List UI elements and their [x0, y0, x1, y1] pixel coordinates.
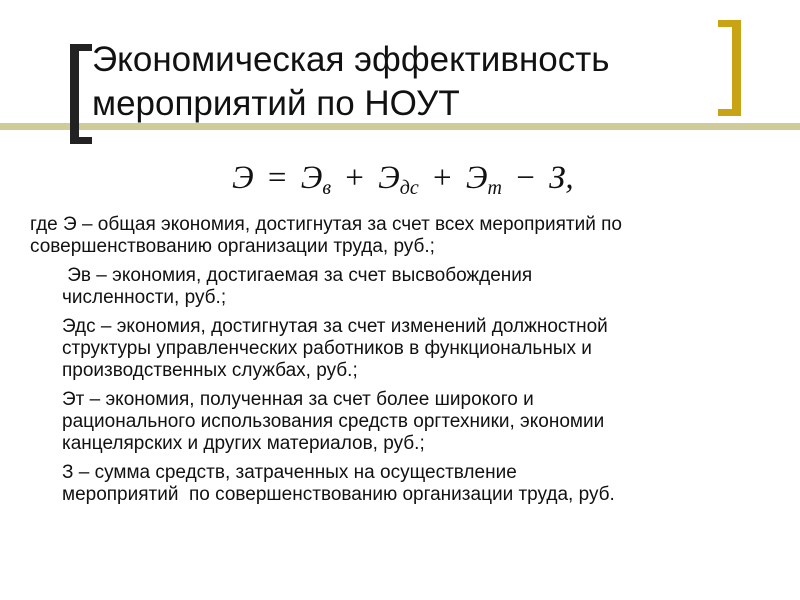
- definition-line: Эт – экономия, полученная за счет более широкого и: [62, 389, 534, 410]
- left-bracket-top: [70, 44, 92, 51]
- right-bracket-decoration: [732, 20, 741, 116]
- formula-lhs: Э: [232, 160, 254, 196]
- title-line-1: Экономическая эффективность: [92, 40, 610, 79]
- definition-eds: [62, 316, 782, 382]
- formula-equals: =: [267, 160, 287, 196]
- definition-et: [62, 389, 782, 455]
- definition-line: совершенствованию организации труда, руб.;: [30, 236, 435, 257]
- formula-term-1-sub: в: [322, 177, 332, 199]
- title-line-2: мероприятий по НОУТ: [92, 84, 460, 123]
- definition-line: структуры управленческих работников в функциональных и: [62, 338, 592, 359]
- right-bracket-bottom: [718, 109, 741, 116]
- definition-line: производственных службах, руб.;: [62, 360, 358, 381]
- formula: [232, 160, 574, 200]
- formula-minus: −: [516, 160, 535, 196]
- definition-line: З – сумма средств, затраченных на осуществление: [62, 462, 517, 483]
- definition-z: [62, 462, 782, 506]
- formula-term-2-sub: дс: [399, 177, 419, 199]
- definition-ev: [62, 265, 762, 309]
- formula-term-4: З: [549, 160, 566, 196]
- formula-plus-2: +: [433, 160, 452, 196]
- right-bracket-top: [718, 20, 741, 27]
- slide-title: [92, 38, 712, 126]
- formula-term-2: Э: [378, 160, 400, 196]
- definition-line: где Э – общая экономия, достигнутая за счет всех мероприятий по: [30, 214, 622, 235]
- definition-total: [30, 214, 790, 258]
- formula-term-3-sub: т: [487, 177, 502, 199]
- definition-line: канцелярских и других материалов, руб.;: [62, 433, 425, 454]
- left-bracket-decoration: [70, 44, 79, 144]
- definition-line: мероприятий по совершенствованию организации труда, руб.: [62, 484, 615, 505]
- formula-term-1: Э: [300, 160, 323, 196]
- formula-tail: ,: [565, 160, 574, 196]
- formula-plus-1: +: [345, 160, 364, 196]
- definition-line: рационального использования средств оргтехники, экономии: [62, 411, 605, 432]
- definition-line: численности, руб.;: [62, 287, 227, 308]
- definition-line: Эв – экономия, достигаемая за счет высвобождения: [62, 265, 533, 286]
- definition-line: Эдс – экономия, достигнутая за счет изменений должностной: [62, 316, 608, 337]
- left-bracket-bottom: [70, 137, 92, 144]
- formula-term-3: Э: [465, 160, 488, 196]
